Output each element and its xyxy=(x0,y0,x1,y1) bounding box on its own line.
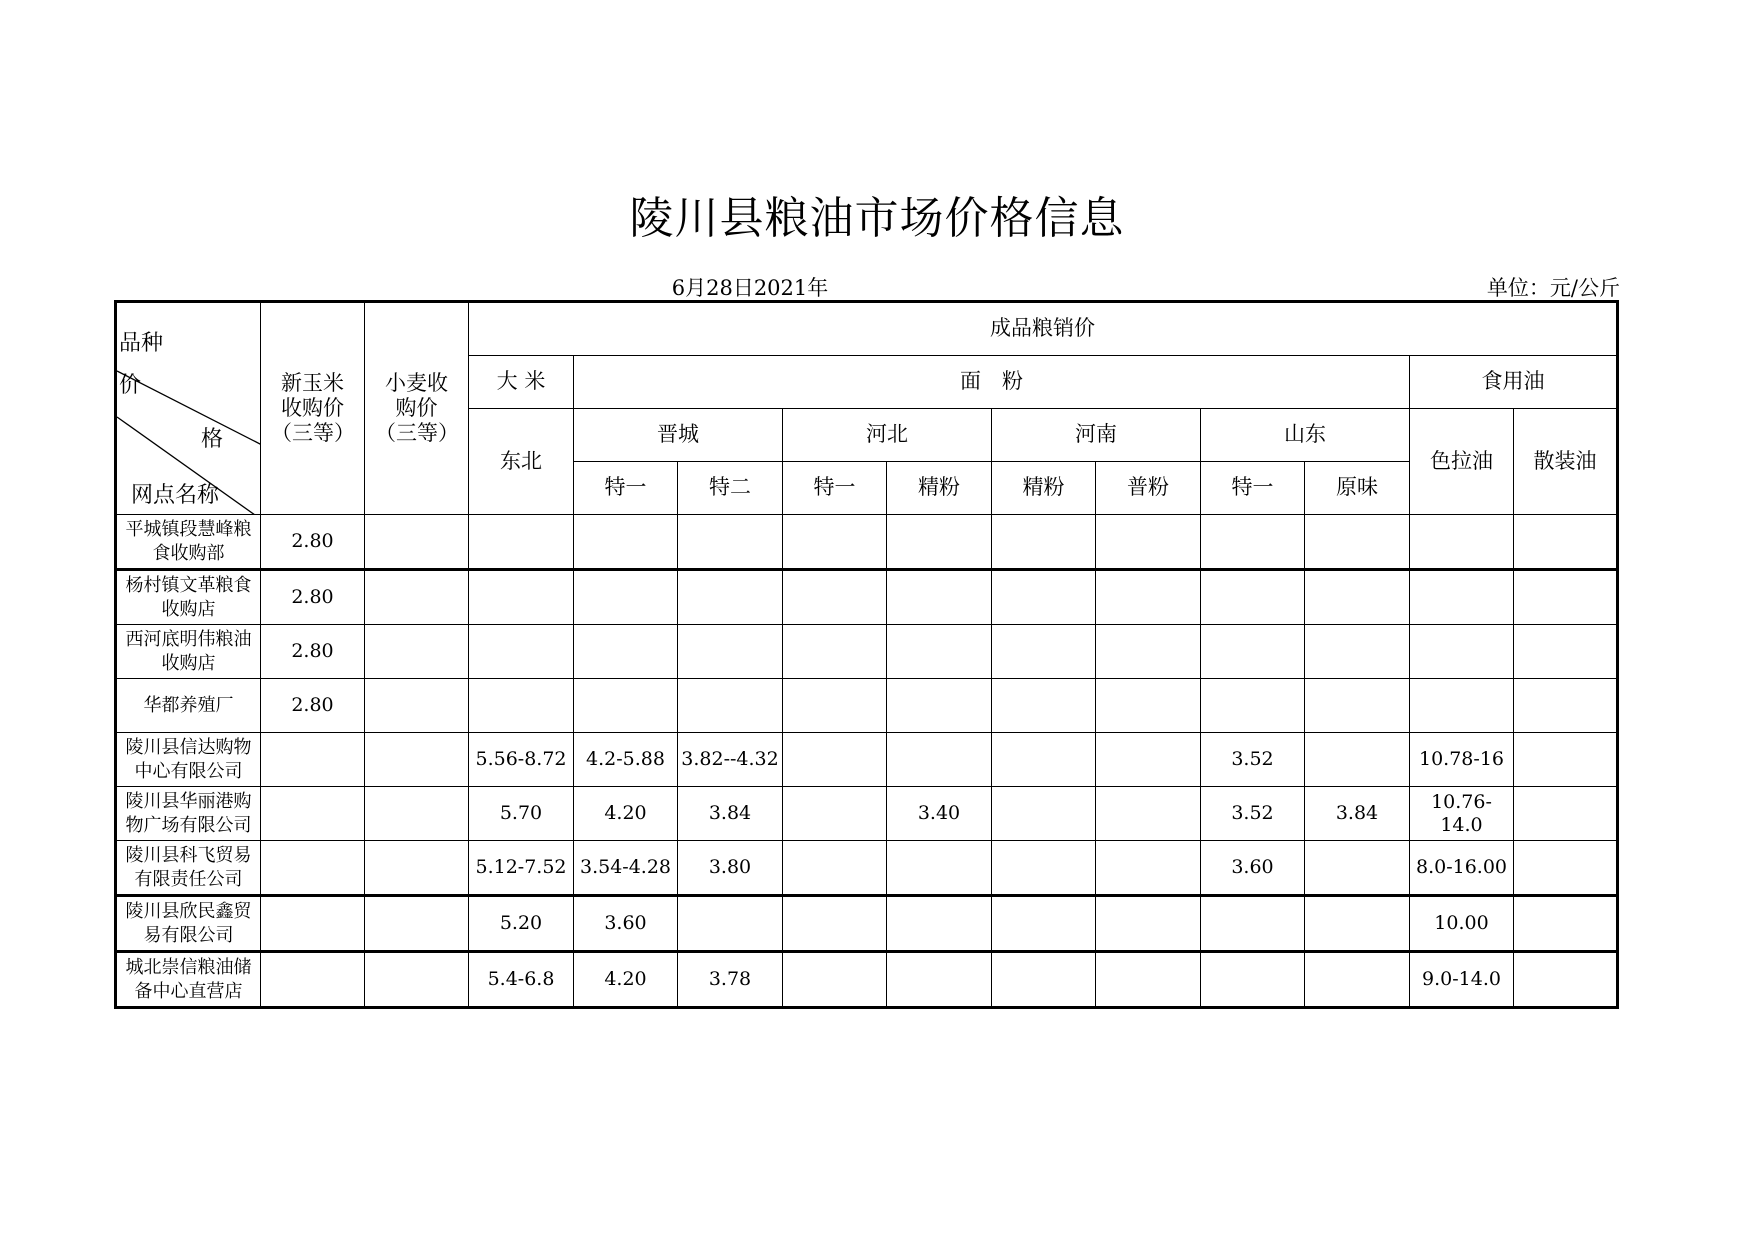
price-cell: 3.52 xyxy=(1201,787,1305,841)
price-cell xyxy=(365,625,469,679)
price-cell xyxy=(992,787,1096,841)
outlet-name: 杨村镇文革粮食收购店 xyxy=(116,570,261,625)
header-hn-regular: 普粉 xyxy=(1096,462,1201,515)
outlet-name: 陵川县科飞贸易有限责任公司 xyxy=(116,841,261,896)
price-cell xyxy=(1096,896,1201,952)
table-row xyxy=(116,841,1618,896)
price-cell xyxy=(365,733,469,787)
outlet-name: 西河底明伟粮油收购店 xyxy=(116,625,261,679)
price-cell: 3.60 xyxy=(574,896,678,952)
price-cell xyxy=(678,896,783,952)
price-cell xyxy=(1305,515,1410,570)
header-sd-original: 原味 xyxy=(1305,462,1410,515)
price-cell xyxy=(887,625,992,679)
price-cell xyxy=(261,841,365,896)
price-cell: 3.84 xyxy=(1305,787,1410,841)
outlet-name: 平城镇段慧峰粮食收购部 xyxy=(116,515,261,570)
price-cell xyxy=(365,896,469,952)
price-cell xyxy=(1096,952,1201,1008)
price-cell xyxy=(992,515,1096,570)
header-wheat-price: 小麦收购价（三等） xyxy=(365,302,469,515)
price-cell xyxy=(1514,952,1618,1008)
price-cell xyxy=(887,679,992,733)
price-cell: 4.20 xyxy=(574,952,678,1008)
price-cell xyxy=(1201,952,1305,1008)
corner-label-ge: 格 xyxy=(201,427,224,452)
price-cell xyxy=(1305,570,1410,625)
price-table xyxy=(114,300,1619,1009)
price-cell: 2.80 xyxy=(261,515,365,570)
outlet-name: 陵川县欣民鑫贸易有限公司 xyxy=(116,896,261,952)
header-flour: 面 粉 xyxy=(574,356,1410,409)
price-cell xyxy=(1305,733,1410,787)
price-cell xyxy=(887,515,992,570)
outlet-name: 陵川县华丽港购物广场有限公司 xyxy=(116,787,261,841)
price-cell xyxy=(678,515,783,570)
outlet-name: 城北崇信粮油储备中心直营店 xyxy=(116,952,261,1008)
price-cell xyxy=(574,515,678,570)
price-cell xyxy=(783,733,887,787)
price-cell xyxy=(261,896,365,952)
price-cell xyxy=(783,787,887,841)
price-cell xyxy=(1201,896,1305,952)
outlet-name: 陵川县信达购物中心有限公司 xyxy=(116,733,261,787)
price-cell xyxy=(1201,679,1305,733)
price-cell xyxy=(783,625,887,679)
price-cell: 8.0-16.00 xyxy=(1410,841,1514,896)
price-cell: 2.80 xyxy=(261,679,365,733)
price-cell: 9.0-14.0 xyxy=(1410,952,1514,1008)
price-cell xyxy=(261,787,365,841)
header-hebei: 河北 xyxy=(783,409,992,462)
price-cell xyxy=(469,679,574,733)
price-cell xyxy=(678,625,783,679)
price-cell: 3.80 xyxy=(678,841,783,896)
price-cell xyxy=(574,625,678,679)
price-cell xyxy=(1201,515,1305,570)
header-jc-special2: 特二 xyxy=(678,462,783,515)
price-cell xyxy=(1096,733,1201,787)
price-cell xyxy=(783,570,887,625)
header-hn-fine: 精粉 xyxy=(992,462,1096,515)
table-row xyxy=(116,952,1618,1008)
outlet-name: 华都养殖厂 xyxy=(116,679,261,733)
table-row xyxy=(116,570,1618,625)
table-row xyxy=(116,733,1618,787)
price-cell xyxy=(365,570,469,625)
header-dongbei: 东北 xyxy=(469,409,574,515)
header-salad-oil: 色拉油 xyxy=(1410,409,1514,515)
price-cell xyxy=(1096,515,1201,570)
price-cell xyxy=(469,515,574,570)
price-cell xyxy=(1514,841,1618,896)
price-cell xyxy=(1096,625,1201,679)
price-cell xyxy=(783,515,887,570)
header-shandong: 山东 xyxy=(1201,409,1410,462)
price-cell xyxy=(1514,679,1618,733)
price-cell xyxy=(1410,515,1514,570)
price-cell xyxy=(1305,952,1410,1008)
price-cell xyxy=(992,570,1096,625)
price-cell: 3.78 xyxy=(678,952,783,1008)
price-cell: 5.4-6.8 xyxy=(469,952,574,1008)
price-cell xyxy=(887,733,992,787)
price-cell xyxy=(574,679,678,733)
price-cell: 5.12-7.52 xyxy=(469,841,574,896)
price-cell: 2.80 xyxy=(261,625,365,679)
price-cell xyxy=(1410,679,1514,733)
header-sd-special1: 特一 xyxy=(1201,462,1305,515)
table-row xyxy=(116,625,1618,679)
corner-label-variety: 品种 xyxy=(119,331,164,356)
price-cell xyxy=(365,841,469,896)
price-cell: 5.20 xyxy=(469,896,574,952)
price-cell xyxy=(992,625,1096,679)
price-cell xyxy=(887,841,992,896)
table-row xyxy=(116,679,1618,733)
table-row xyxy=(116,515,1618,570)
page-title: 陵川县粮油市场价格信息 xyxy=(629,193,1125,244)
price-cell xyxy=(1201,570,1305,625)
corner-label-price: 价 xyxy=(119,373,142,398)
price-cell xyxy=(783,952,887,1008)
price-cell: 3.54-4.28 xyxy=(574,841,678,896)
price-cell xyxy=(1201,625,1305,679)
price-cell: 10.76-14.0 xyxy=(1410,787,1514,841)
price-cell xyxy=(365,679,469,733)
header-henan: 河南 xyxy=(992,409,1201,462)
price-cell: 3.82--4.32 xyxy=(678,733,783,787)
price-cell xyxy=(1514,515,1618,570)
header-corner xyxy=(116,302,261,515)
price-cell xyxy=(1305,896,1410,952)
price-cell xyxy=(992,679,1096,733)
price-cell xyxy=(469,570,574,625)
price-cell xyxy=(992,952,1096,1008)
corner-label-outlet: 网点名称 xyxy=(131,483,220,508)
price-cell xyxy=(992,841,1096,896)
price-cell: 3.84 xyxy=(678,787,783,841)
price-cell xyxy=(887,896,992,952)
header-finished-grain: 成品粮销价 xyxy=(469,302,1618,356)
price-cell: 3.52 xyxy=(1201,733,1305,787)
price-cell xyxy=(887,570,992,625)
price-cell: 10.78-16 xyxy=(1410,733,1514,787)
price-cell xyxy=(1096,679,1201,733)
price-cell xyxy=(261,733,365,787)
header-hb-fine: 精粉 xyxy=(887,462,992,515)
price-cell: 3.60 xyxy=(1201,841,1305,896)
price-cell: 4.2-5.88 xyxy=(574,733,678,787)
price-cell xyxy=(1305,679,1410,733)
price-cell xyxy=(1096,841,1201,896)
price-cell xyxy=(783,679,887,733)
header-hb-special1: 特一 xyxy=(783,462,887,515)
price-cell xyxy=(783,841,887,896)
price-cell xyxy=(1410,570,1514,625)
price-cell xyxy=(365,952,469,1008)
price-cell xyxy=(1514,896,1618,952)
price-cell xyxy=(783,896,887,952)
price-cell xyxy=(365,787,469,841)
table-row xyxy=(116,787,1618,841)
price-cell xyxy=(887,952,992,1008)
header-bulk-oil: 散装油 xyxy=(1514,409,1618,515)
price-cell: 10.00 xyxy=(1410,896,1514,952)
price-cell xyxy=(1514,733,1618,787)
price-cell xyxy=(678,570,783,625)
price-cell xyxy=(469,625,574,679)
price-cell xyxy=(1514,787,1618,841)
price-cell xyxy=(678,679,783,733)
price-cell xyxy=(992,733,1096,787)
report-date: 6月28日2021年 xyxy=(671,276,829,300)
price-cell xyxy=(1410,625,1514,679)
price-cell xyxy=(574,570,678,625)
header-corn-price: 新玉米收购价（三等） xyxy=(261,302,365,515)
price-cell xyxy=(1305,841,1410,896)
unit-label: 单位：元/公斤 xyxy=(1486,276,1620,300)
price-cell: 3.40 xyxy=(887,787,992,841)
table-row xyxy=(116,896,1618,952)
price-cell xyxy=(992,896,1096,952)
header-jc-special1: 特一 xyxy=(574,462,678,515)
price-cell xyxy=(1096,787,1201,841)
price-cell xyxy=(261,952,365,1008)
price-cell: 5.70 xyxy=(469,787,574,841)
price-cell: 5.56-8.72 xyxy=(469,733,574,787)
header-jincheng: 晋城 xyxy=(574,409,783,462)
price-cell xyxy=(365,515,469,570)
header-oil: 食用油 xyxy=(1410,356,1618,409)
header-rice: 大 米 xyxy=(469,356,574,409)
price-cell xyxy=(1514,625,1618,679)
price-cell xyxy=(1514,570,1618,625)
price-cell: 2.80 xyxy=(261,570,365,625)
price-cell: 4.20 xyxy=(574,787,678,841)
price-cell xyxy=(1096,570,1201,625)
price-cell xyxy=(1305,625,1410,679)
